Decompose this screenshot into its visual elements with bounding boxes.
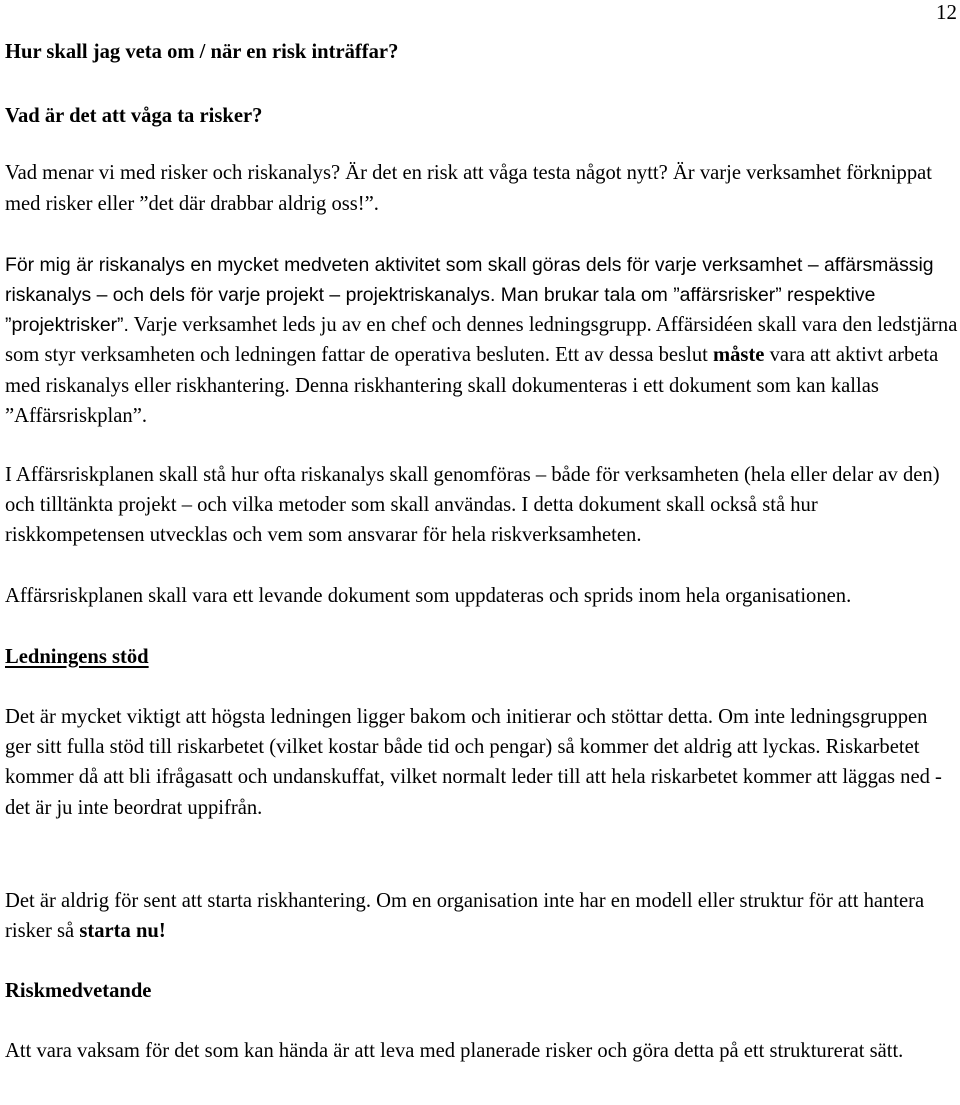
starta-nu-paragraph xyxy=(5,886,958,946)
riskanalys-text-3: Varje verksamhet leds ju av en chef och dennes ledningsgrupp. xyxy=(128,314,652,337)
starta-nu-bold: starta nu! xyxy=(79,920,166,943)
document-body xyxy=(5,37,958,1067)
riskanalys-paragraph xyxy=(5,250,958,431)
question-heading-2: Vad är det att våga ta risker? xyxy=(5,105,263,128)
riskanalys-bold-word: måste xyxy=(712,344,765,367)
starta-nu-text: Det är aldrig för sent att starta riskhantering. Om en organisation inte har en modell eller struktur för att hantera risker så xyxy=(5,889,925,943)
question-heading-1: Hur skall jag veta om / när en risk inträffar? xyxy=(5,41,399,63)
ledningens-stod-paragraph: Det är mycket viktigt att högsta ledningen ligger bakom och initierar och stöttar detta. Om inte ledningsgruppen ger sitt fulla stöd till riskarbetet (vilket kostar både tid och pengar) så kommer det aldrig att lyckas. Riskarbetet kommer då att bli ifrågasatt och undanskuffat, vilket normalt leder till att hela riskarbetet kommer att läggas ned - det är ju inte beordrat uppifrån. xyxy=(5,706,942,819)
riskanalys-text-5: vara att aktivt arbeta med riskanalys eller riskhantering. Denna riskhantering skall dokumenteras i ett dokument som kan kallas ”Affärsriskplan”. xyxy=(5,344,939,427)
page-number: 12 xyxy=(936,0,957,24)
intro-paragraph: Vad menar vi med risker och riskanalys? Är det en risk att våga testa något nytt? Är varje verksamhet förknippat med risker eller ”det där drabbar aldrig oss!”. xyxy=(5,162,932,215)
riskmedvetande-heading: Riskmedvetande xyxy=(5,980,152,1003)
ledningens-stod-heading: Ledningens stöd xyxy=(5,645,149,668)
riskmedvetande-paragraph: Att vara vaksam för det som kan hända är att leva med planerade risker och göra detta på ett strukturerat sätt. xyxy=(5,1040,904,1063)
affarsriskplan-living-document-paragraph: Affärsriskplanen skall vara ett levande dokument som uppdateras och sprids inom hela organisationen. xyxy=(5,584,852,607)
affarsriskplan-paragraph: I Affärsriskplanen skall stå hur ofta riskanalys skall genomföras – både för verksamheten (hela eller delar av den) och tilltänkta projekt – och vilka metoder som skall användas. I detta dokument skall också stå hur riskkompetensen utvecklas och vem som ansvarar för hela riskverksamheten. xyxy=(5,464,940,547)
riskanalys-text-4: Affärsidéen skall vara den ledstjärna som styr verksamheten och ledningen fattar de operativa besluten. Ett av dessa beslut xyxy=(5,314,958,367)
riskanalys-text-1: För mig är riskanalys en mycket medveten aktivitet som skall göras dels för varje verksamhet – affärsmässig riskanalys – och dels för varje projekt – projektriskanalys. xyxy=(5,253,934,307)
riskanalys-text-2: Man brukar tala om ”affärsrisker” respektive ”projektrisker”. xyxy=(5,284,876,337)
